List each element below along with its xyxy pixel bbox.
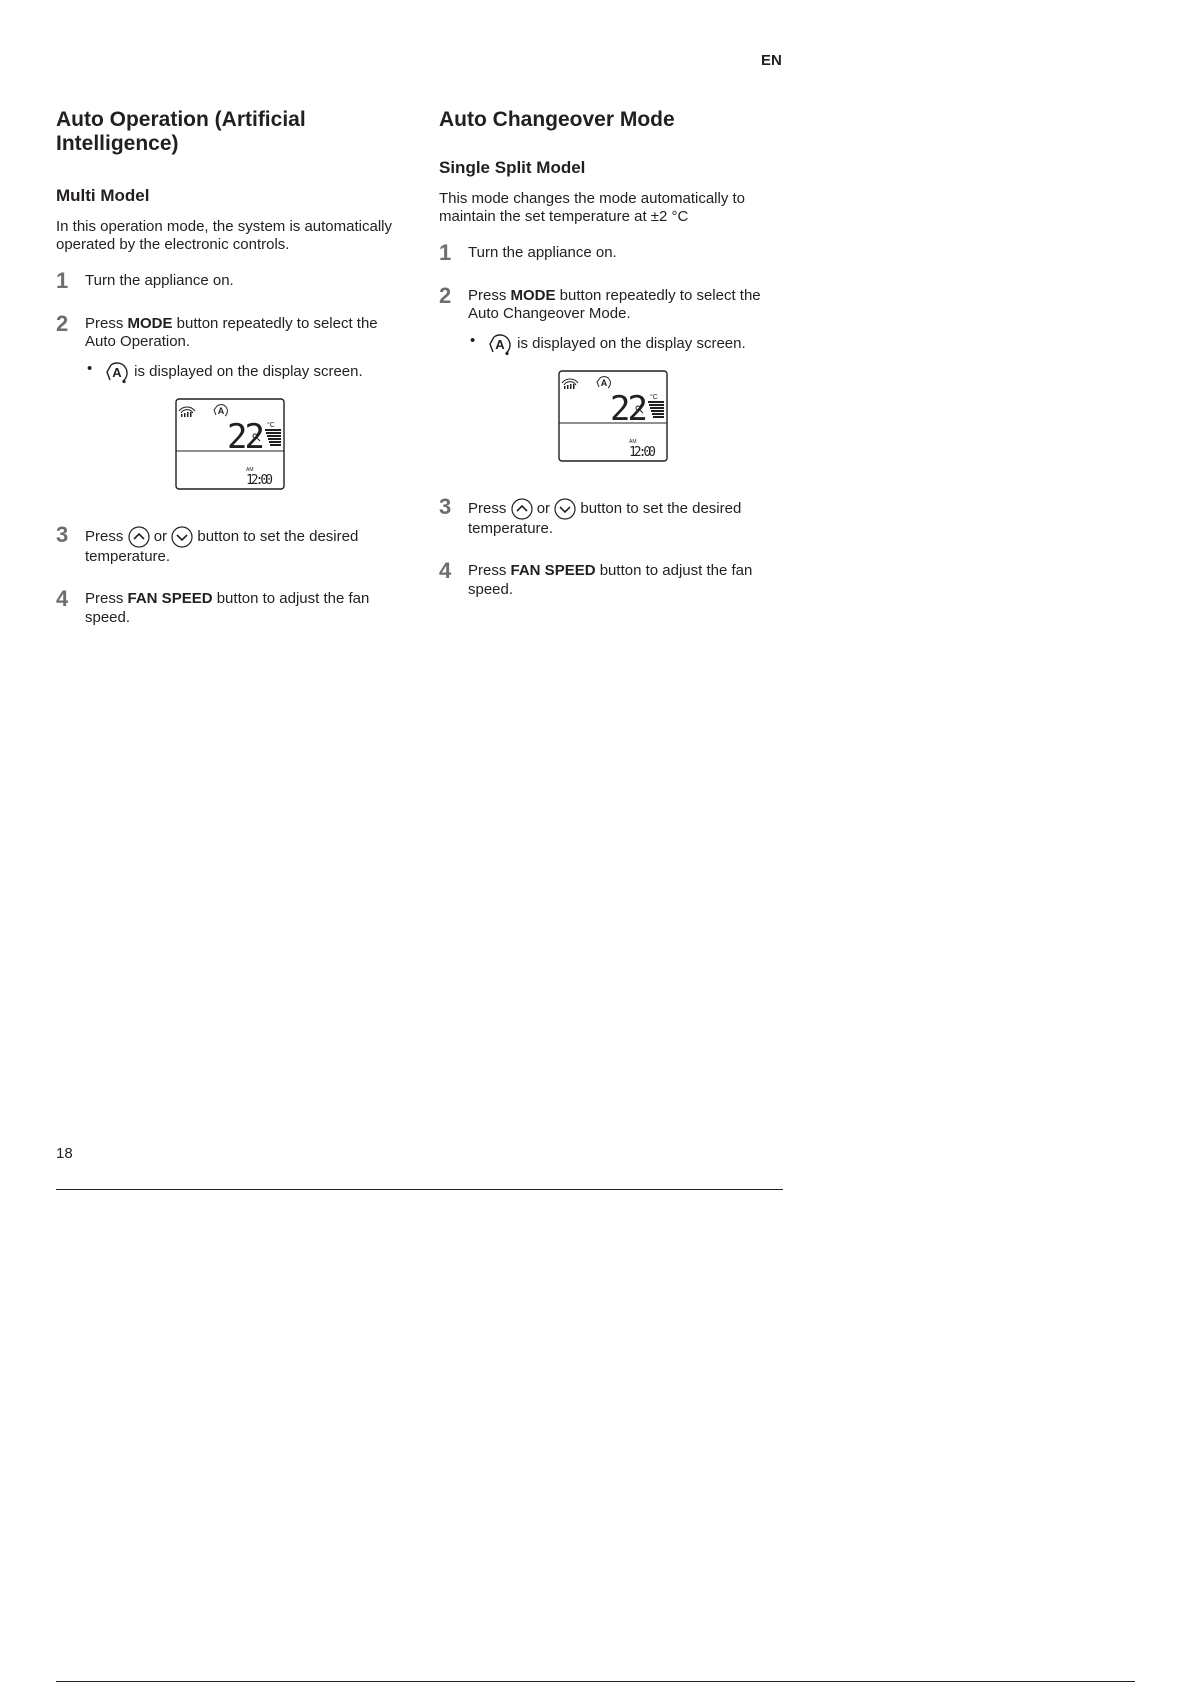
- step-text: Turn the appliance on.: [85, 272, 234, 289]
- step-4: [439, 558, 784, 599]
- section-title-auto-operation: Auto Operation (Artificial Intelligence): [56, 108, 306, 155]
- section-title-auto-changeover: Auto Changeover Mode: [439, 108, 675, 131]
- step-4: [56, 586, 401, 627]
- step-text: or: [536, 499, 551, 517]
- auto-mode-icon: [214, 404, 227, 415]
- step-number: 4: [439, 558, 452, 583]
- step-number: 1: [439, 240, 452, 265]
- lcd-display-illustration: [558, 370, 668, 462]
- step-2: [56, 310, 401, 490]
- bullet-text: is displayed on the display screen.: [517, 334, 746, 352]
- lcd-ampm: AM: [629, 438, 637, 445]
- down-arrow-button-icon: [171, 526, 193, 548]
- signal-icon: [179, 407, 195, 417]
- page-number: 18: [56, 1145, 73, 1162]
- step-text: button repeatedly to select the Auto Operation.: [85, 314, 378, 350]
- step-number: 2: [439, 282, 452, 308]
- mode-button-label: MODE: [127, 314, 173, 332]
- svg-text:A: A: [600, 377, 608, 388]
- subtitle-multi-model: Multi Model: [56, 186, 150, 205]
- step-text: Press: [468, 286, 511, 304]
- left-column: [56, 108, 401, 627]
- subtitle-single-split-model: Single Split Model: [439, 158, 586, 177]
- step-1: [439, 240, 784, 265]
- step-2: [439, 282, 784, 462]
- footer-divider: [56, 1189, 783, 1190]
- step-number: 4: [56, 586, 69, 611]
- step-text: Press: [468, 499, 511, 517]
- step-text: Press: [85, 314, 128, 332]
- lcd-ampm: AM: [246, 466, 254, 473]
- bullet-item: • A is displayed on the display screen.: [85, 360, 401, 384]
- lcd-time: 12:00: [246, 472, 273, 488]
- step-text: button to adjust the fan speed.: [468, 562, 753, 598]
- step-1: [56, 268, 401, 293]
- down-arrow-button-icon: [554, 498, 576, 520]
- lcd-display-illustration: [175, 398, 285, 490]
- step-number: 1: [56, 268, 69, 293]
- fan-speed-button-label: FAN SPEED: [510, 562, 596, 579]
- step-text: Press: [85, 527, 128, 545]
- fan-speed-bars-icon: [648, 401, 664, 418]
- step-text: or: [153, 527, 168, 545]
- step-number: 2: [56, 310, 69, 336]
- intro-text: In this operation mode, the system is automatically operated by the electronic controls.: [56, 218, 392, 253]
- auto-mode-icon: [485, 332, 513, 356]
- step-text: button to adjust the fan speed.: [85, 590, 370, 626]
- bullet-text: is displayed on the display screen.: [134, 362, 363, 380]
- step-number: 3: [56, 521, 69, 547]
- lcd-temperature: 22: [610, 388, 648, 429]
- svg-text:A: A: [112, 364, 122, 380]
- right-column: [439, 108, 784, 599]
- intro-text: This mode changes the mode automatically to maintain the set temperature at ±2 °C: [439, 190, 745, 225]
- step-text: button to set the desired temperature.: [85, 527, 359, 565]
- svg-text:A: A: [217, 405, 225, 416]
- fan-speed-bars-icon: [265, 429, 281, 446]
- bottom-divider: [56, 1681, 1135, 1682]
- lcd-unit: °C: [650, 393, 658, 401]
- step-3: [56, 521, 401, 567]
- step-text: Press: [85, 590, 128, 607]
- step-number: 3: [439, 493, 452, 519]
- bullet-item: • A is displayed on the display screen.: [468, 332, 784, 356]
- fan-speed-button-label: FAN SPEED: [127, 590, 213, 607]
- language-label: EN: [761, 52, 782, 69]
- up-arrow-button-icon: [128, 526, 150, 548]
- lcd-temperature: 22: [227, 416, 265, 457]
- step-3: [439, 493, 784, 539]
- auto-mode-icon: [597, 376, 610, 387]
- step-text: Press: [468, 562, 511, 579]
- lcd-time: 12:00: [629, 444, 656, 460]
- lcd-unit: °C: [267, 421, 275, 429]
- auto-mode-icon: [102, 360, 130, 384]
- step-text: Turn the appliance on.: [468, 244, 617, 261]
- up-arrow-button-icon: [511, 498, 533, 520]
- svg-text:A: A: [495, 336, 505, 352]
- mode-button-label: MODE: [510, 286, 556, 304]
- step-text: button to set the desired temperature.: [468, 499, 742, 537]
- signal-icon: [562, 379, 578, 389]
- step-text: button repeatedly to select the Auto Changeover Mode.: [468, 286, 761, 322]
